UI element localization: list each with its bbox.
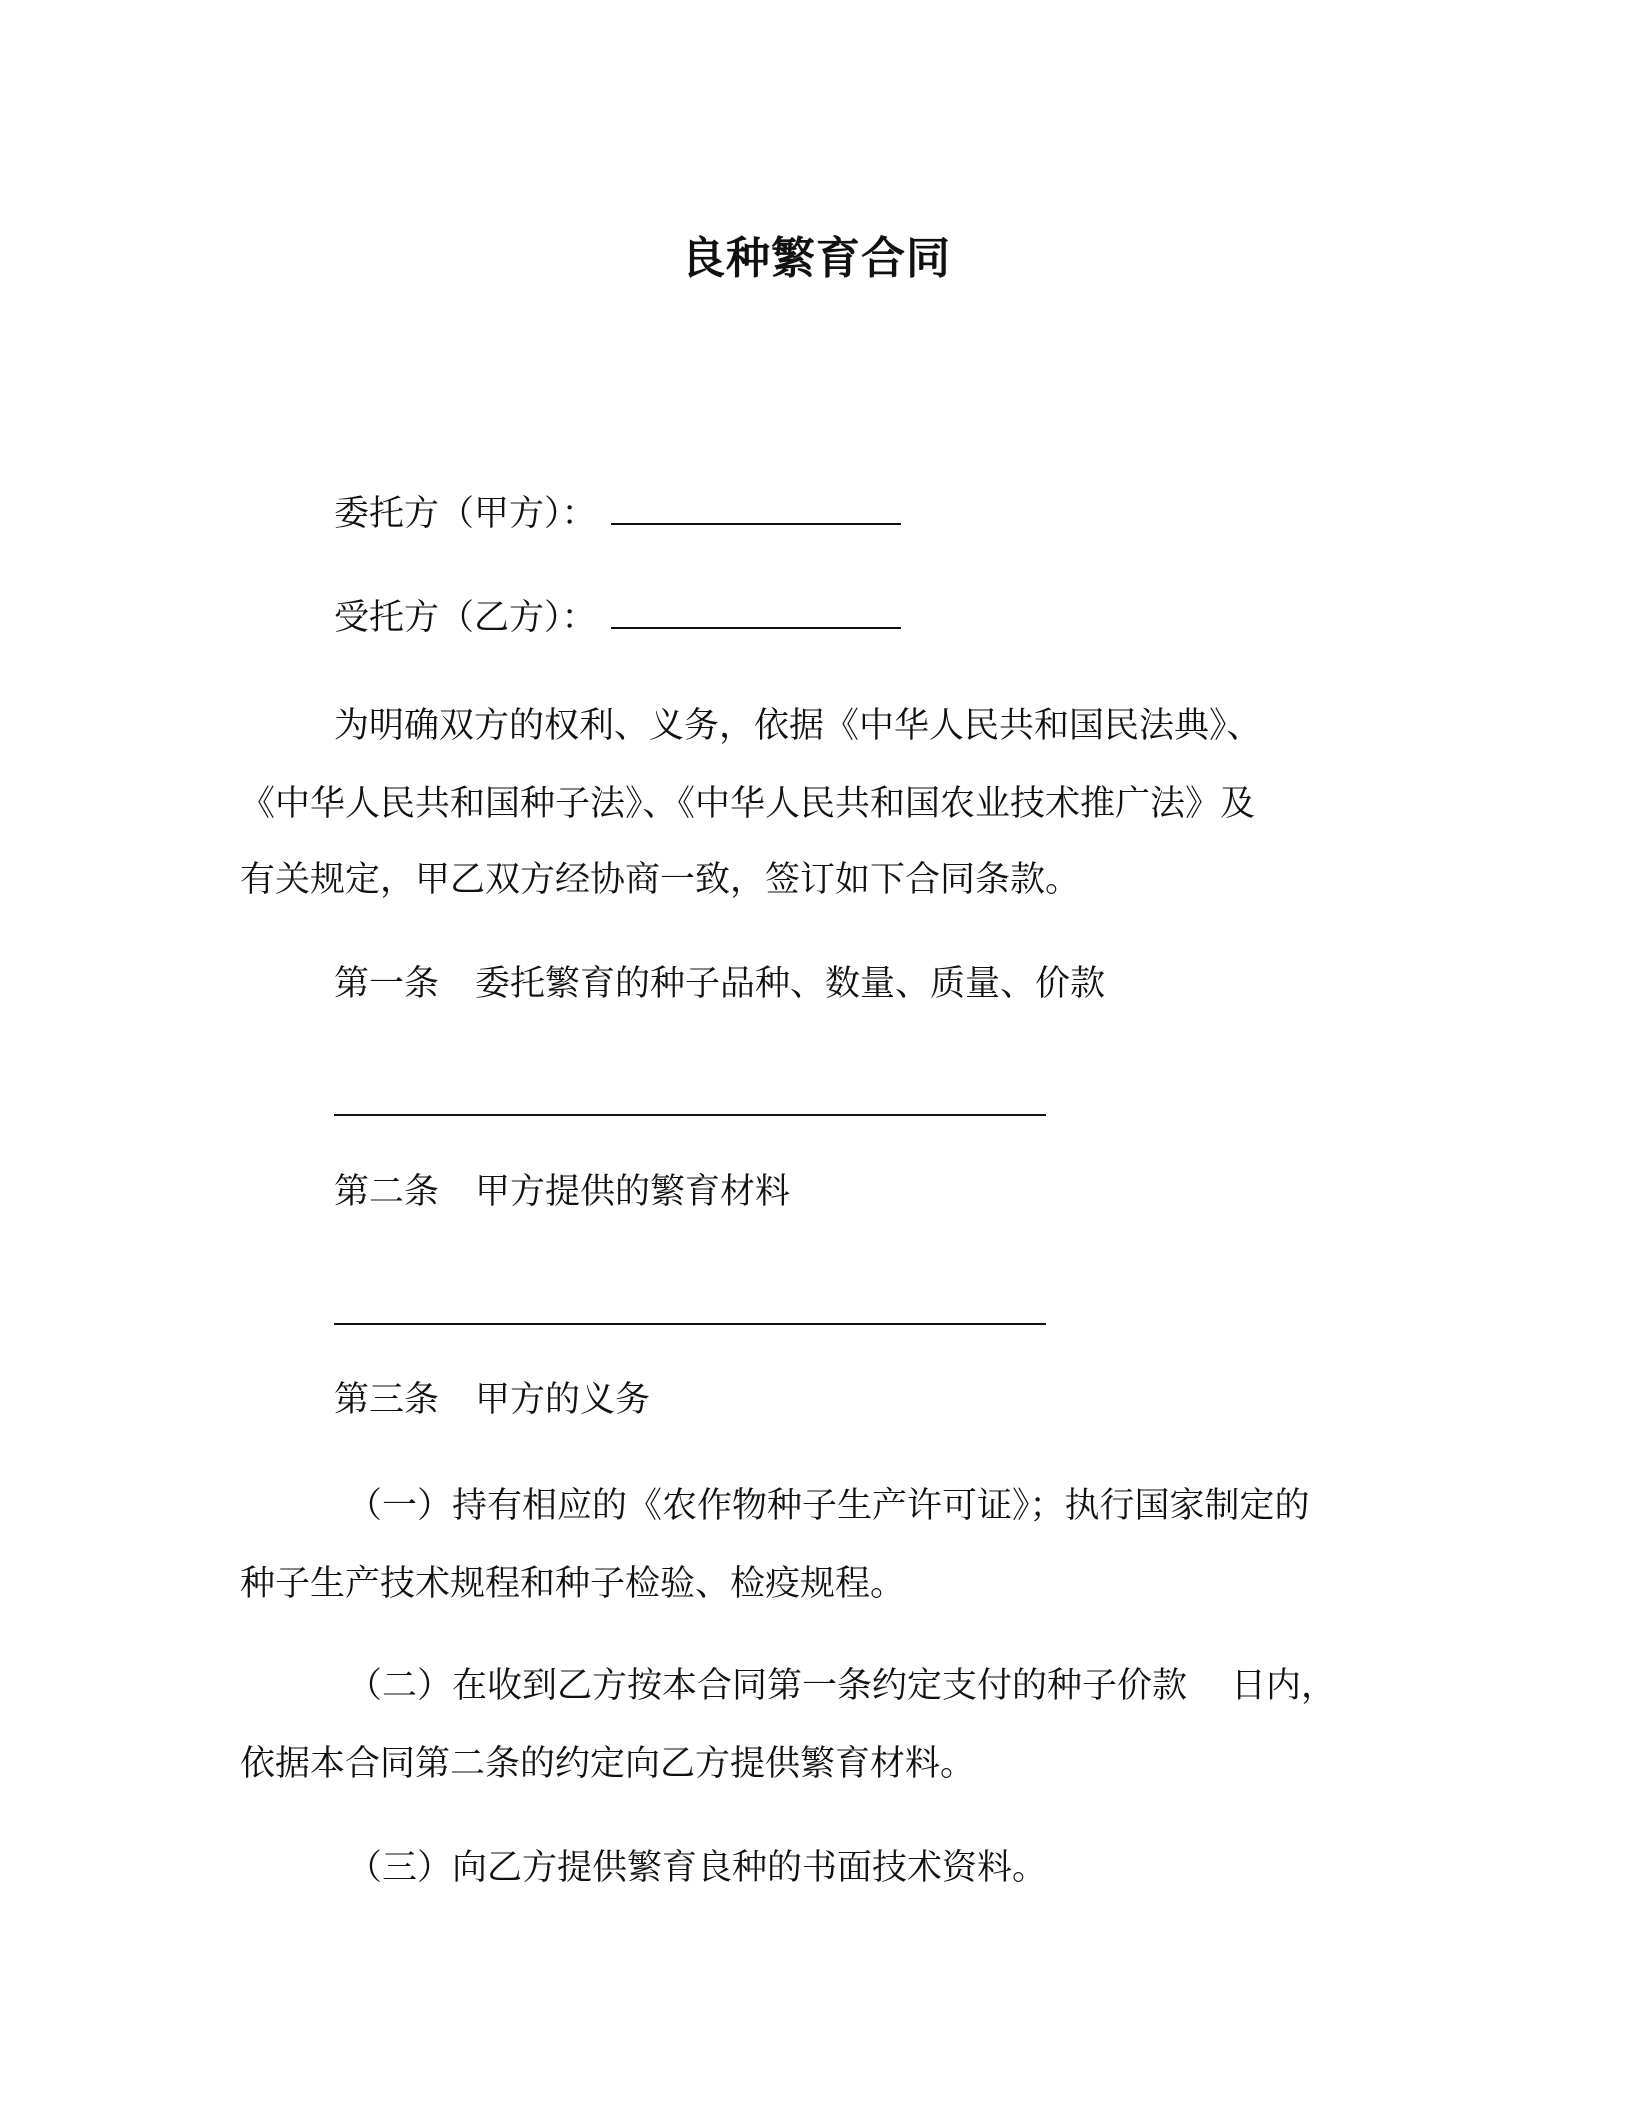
article-2-blank[interactable]: [334, 1323, 1046, 1325]
party-b-blank[interactable]: [611, 597, 901, 629]
article-3-item-3-line-1: （三）向乙方提供繁育良种的书面技术资料。: [347, 1848, 1048, 1888]
preamble-line-3: 有关规定，甲乙双方经协商一致，签订如下合同条款。: [240, 860, 1081, 900]
article-1-blank[interactable]: [334, 1114, 1046, 1116]
preamble-line-2: 《中华人民共和国种子法》、《中华人民共和国农业技术推广法》及: [240, 784, 1256, 824]
article-1-title: 委托繁育的种子品种、数量、质量、价款: [475, 964, 1106, 1004]
article-3-heading: [334, 1378, 650, 1422]
article-3-title: 甲方的义务: [475, 1380, 651, 1420]
document-title: 良种繁育合同: [681, 233, 951, 284]
party-a-label: 委托方（甲方）：: [334, 494, 597, 534]
article-3-item-1-line-1: （一）持有相应的《农作物种子生产许可证》；执行国家制定的: [347, 1486, 1310, 1526]
article-1-number: 第一条: [334, 964, 440, 1004]
article-3-item-2-line-2: 依据本合同第二条的约定向乙方提供繁育材料。: [240, 1744, 976, 1784]
party-a-blank[interactable]: [611, 493, 901, 525]
article-3-item-2-text-a: （二）在收到乙方按本合同第一条约定支付的种子价款: [347, 1666, 1188, 1706]
party-a-line: [334, 492, 901, 536]
article-3-item-1-line-2: 种子生产技术规程和种子检验、检疫规程。: [240, 1564, 906, 1604]
article-2-title: 甲方提供的繁育材料: [475, 1172, 791, 1212]
party-b-line: [334, 596, 901, 640]
article-2-number: 第二条: [334, 1172, 440, 1212]
article-3-item-2-line-1: [347, 1664, 1336, 1708]
preamble-line-1: 为明确双方的权利、义务，依据《中华人民共和国民法典》、: [334, 706, 1262, 746]
party-b-label: 受托方（乙方）：: [334, 598, 597, 638]
article-2-heading: [334, 1170, 790, 1214]
article-1-heading: [334, 962, 1105, 1006]
article-3-number: 第三条: [334, 1380, 440, 1420]
article-3-item-2-text-b: 日内，: [1231, 1666, 1337, 1706]
